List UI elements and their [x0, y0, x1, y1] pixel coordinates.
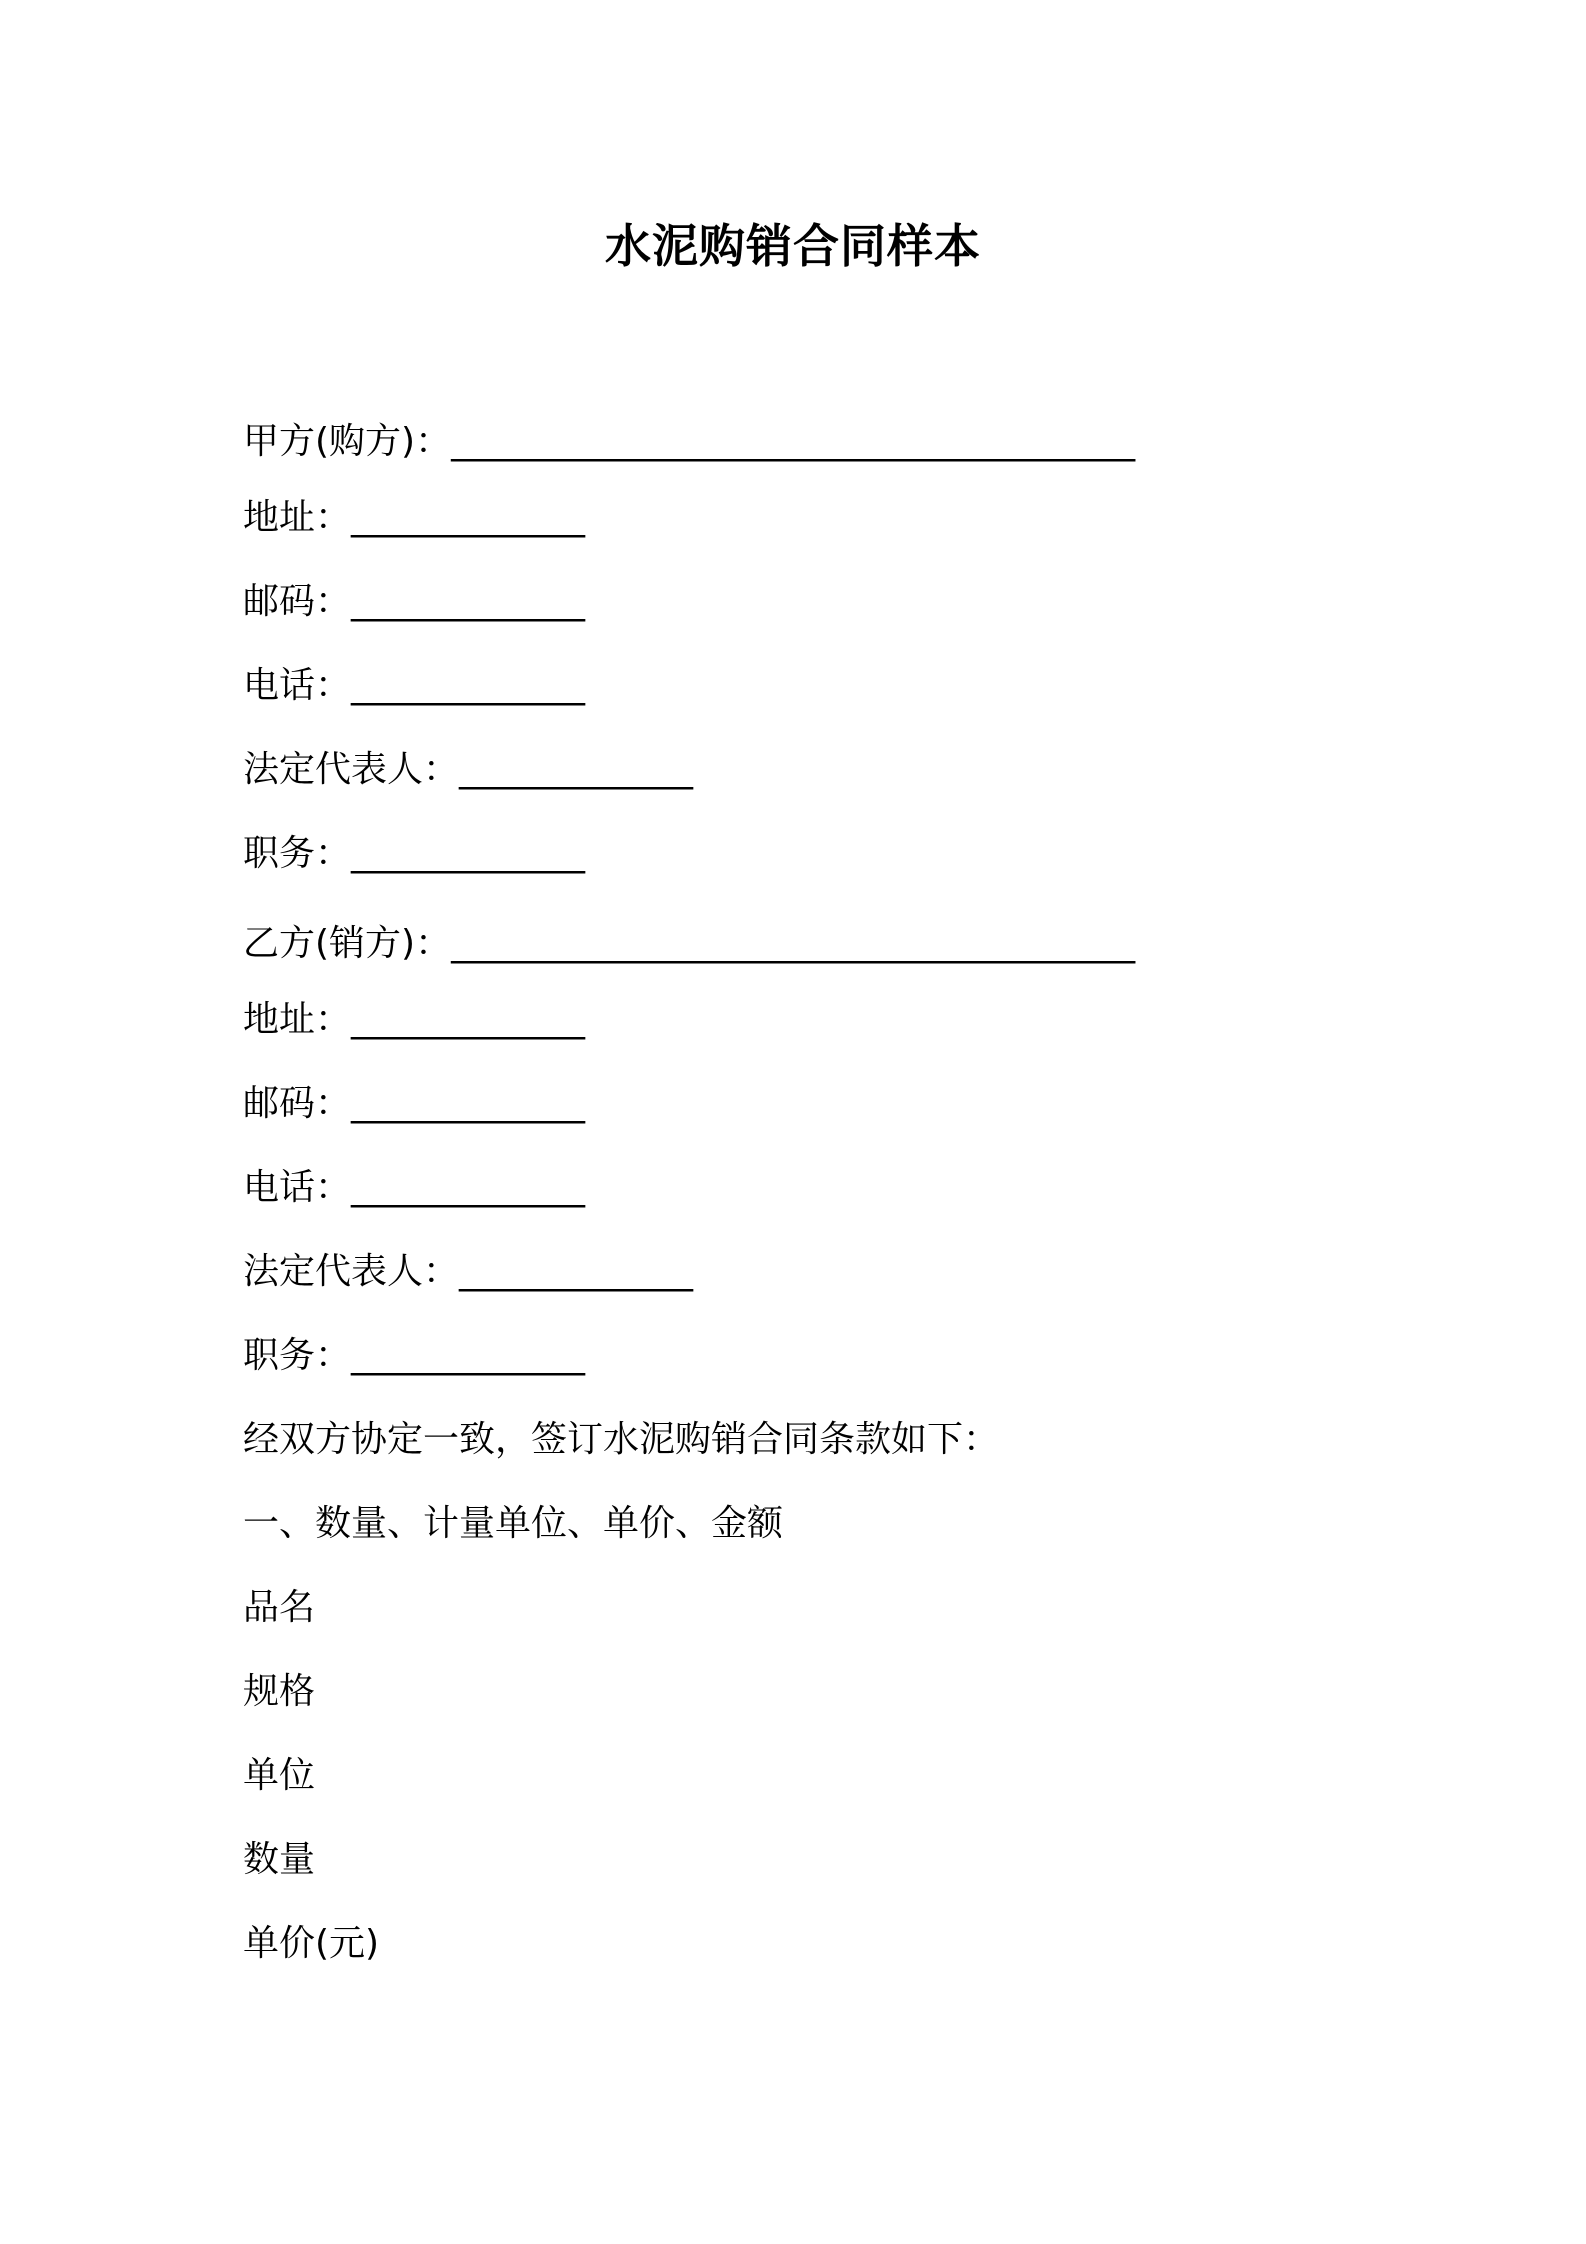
- item-quantity: 数量: [243, 1839, 316, 1880]
- party-b-name-blank: ______________________________________: [451, 923, 1136, 964]
- field-blank: _____________: [351, 665, 586, 706]
- party-a-heading: 甲方(购方)：: [243, 421, 452, 462]
- field-blank: _____________: [459, 1251, 694, 1292]
- field-label: 地址：: [243, 497, 352, 538]
- party-a-name-blank: ______________________________________: [451, 421, 1136, 462]
- field-label: 地址：: [243, 999, 352, 1040]
- item-specification: 规格: [243, 1671, 316, 1712]
- item-product-name: 品名: [243, 1587, 316, 1628]
- field-label: 邮码：: [243, 581, 352, 622]
- field-label: 电话：: [243, 1167, 352, 1208]
- field-label: 法定代表人：: [243, 749, 460, 790]
- document-title: 水泥购销合同样本: [605, 219, 981, 273]
- field-blank: _____________: [351, 1335, 586, 1376]
- party-b-legal-rep-line: [243, 1248, 693, 1296]
- item-unit: 单位: [243, 1755, 316, 1796]
- party-a-heading-line: [243, 418, 1135, 466]
- field-blank: _____________: [351, 1083, 586, 1124]
- field-label: 职务：: [243, 833, 352, 874]
- field-label: 法定代表人：: [243, 1251, 460, 1292]
- party-a-postcode-line: [243, 578, 585, 626]
- party-a-address-line: [243, 494, 585, 542]
- field-label: 电话：: [243, 665, 352, 706]
- party-a-phone-line: [243, 662, 585, 710]
- field-blank: _____________: [351, 999, 586, 1040]
- section-1-heading: 一、数量、计量单位、单价、金额: [243, 1503, 784, 1544]
- field-blank: _____________: [351, 1167, 586, 1208]
- party-b-position-line: [243, 1332, 585, 1380]
- party-b-phone-line: [243, 1164, 585, 1212]
- party-a-legal-rep-line: [243, 746, 693, 794]
- party-b-heading-line: [243, 920, 1135, 968]
- field-label: 邮码：: [243, 1083, 352, 1124]
- item-unit-price: 单价(元): [243, 1923, 380, 1964]
- field-blank: _____________: [351, 833, 586, 874]
- party-a-position-line: [243, 830, 585, 878]
- party-b-heading: 乙方(销方)：: [243, 923, 452, 964]
- field-blank: _____________: [351, 581, 586, 622]
- field-blank: _____________: [351, 497, 586, 538]
- party-b-address-line: [243, 996, 585, 1044]
- field-blank: _____________: [459, 749, 694, 790]
- party-b-postcode-line: [243, 1080, 585, 1128]
- intro-paragraph: 经双方协定一致，签订水泥购销合同条款如下：: [243, 1419, 1000, 1460]
- field-label: 职务：: [243, 1335, 352, 1376]
